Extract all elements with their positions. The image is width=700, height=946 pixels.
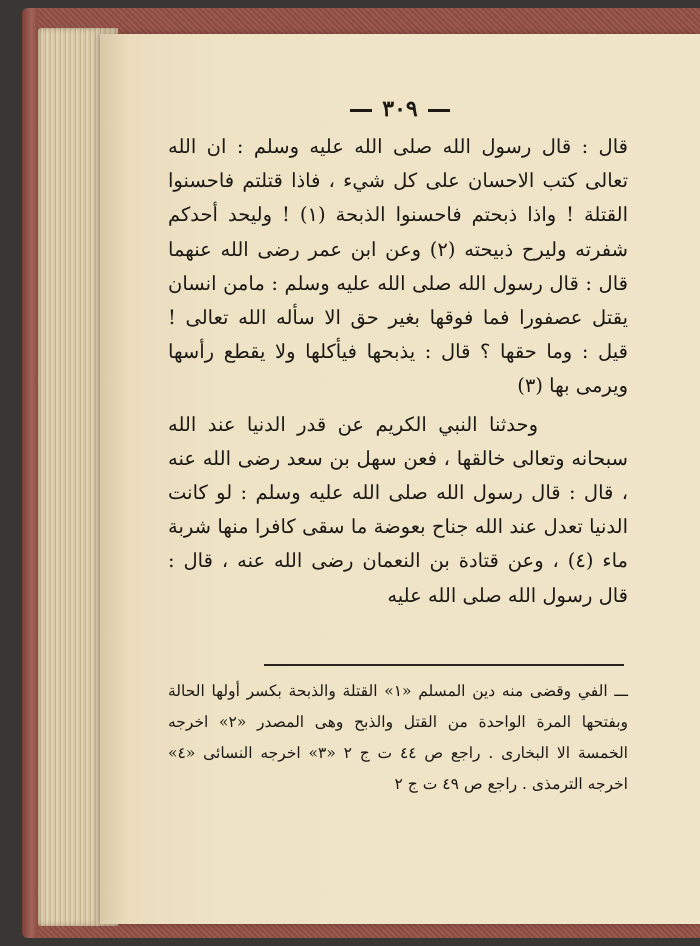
footnote-rule xyxy=(264,664,624,666)
book-page xyxy=(100,34,700,924)
book-spine xyxy=(22,8,38,938)
paragraph-2: وحدثنا النبي الكريم عن قدر الدنيا عند الله سبحانه وتعالى خالقها ، فعن سهل بن سعد رضى الله عنه ، قال : قال رسول الله صلى الله عليه وسلم : لو كانت الدنيا تعدل عند الله جناح بعوضة ما سقى كافرا منها شربة ماء (٤) ، وعن قتادة بن النعمان رضى الله عنه ، قال : قال رسول الله صلى الله عليه xyxy=(168,412,628,607)
page-number-text: ٣٠٩ xyxy=(382,96,418,122)
main-text xyxy=(168,130,628,613)
folio-dash-left xyxy=(350,109,372,112)
page-number xyxy=(100,96,700,122)
footnotes xyxy=(168,676,628,800)
folio-dash-right xyxy=(428,109,450,112)
paragraph-1: قال : قال رسول الله صلى الله عليه وسلم : ان الله تعالى كتب الاحسان على كل شيء ، فاذا قتلتم فاحسنوا القتلة ! واذا ذبحتم فاحسنوا الذبحة (١) ! وليحد أحدكم شفرته وليرح ذبيحته (٢) وعن ابن عمر رضى الله عنهما قال : قال رسول الله صلى الله عليه وسلم : مامن انسان يقتل عصفورا فما فوقها بغير حق الا سأله الله تعالى ! قيل : وما حقها ؟ قال : يذبحها فيأكلها ولا يقطع رأسها ويرمى بها (٣) xyxy=(168,135,628,398)
footnote-text: ـــ الفي وقضى منه دين المسلم «١» القتلة والذبحة بكسر أولها الحالة وبفتحها المرة الواحدة من القتل والذبح وهى المصدر «٢» اخرجه الخمسة الا البخارى . راجع ص ٤٤ ت ج ٢ «٣» اخرجه النسائى «٤» اخرجه الترمذى . راجع ص ٤٩ ت ج ٢ xyxy=(168,682,629,793)
